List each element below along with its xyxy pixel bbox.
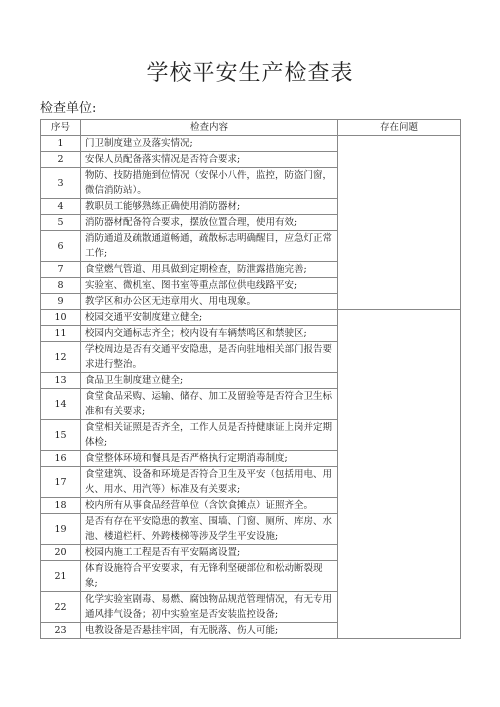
row-content: 体育设施符合平安要求，有无锋利坚硬部位和松动断裂现象; xyxy=(81,561,338,592)
row-content: 消防器材配备符合要求，摆放位置合理，使用有效; xyxy=(81,215,338,231)
row-number: 17 xyxy=(41,467,81,498)
document-title: 学校平安生产检查表 xyxy=(146,61,354,86)
row-number: 9 xyxy=(41,294,81,310)
row-number: 18 xyxy=(41,498,81,514)
row-number: 16 xyxy=(41,451,81,467)
table-row xyxy=(41,136,461,152)
table-body xyxy=(41,136,461,639)
row-content: 食堂燃气管道、用具做到定期检查，防泄露措施完善; xyxy=(81,262,338,278)
row-content: 食堂相关证照是否齐全，工作人员是否持健康证上岗并定期体检; xyxy=(81,420,338,451)
issues-cell-group-2[interactable] xyxy=(338,310,461,639)
issues-cell-group-1[interactable] xyxy=(338,136,461,310)
row-content: 是否有存在平安隐患的教室、围墙、门窗、厕所、库房、水池、楼道栏杆、外跨楼梯等涉及学生平安设施; xyxy=(81,514,338,545)
row-number: 11 xyxy=(41,326,81,342)
header-index: 序号 xyxy=(41,120,81,136)
header-issues: 存在问题 xyxy=(338,120,461,136)
table-row xyxy=(41,310,461,326)
row-number: 2 xyxy=(41,152,81,168)
row-content: 食品卫生制度建立健全; xyxy=(81,373,338,389)
row-number: 1 xyxy=(41,136,81,152)
row-number: 5 xyxy=(41,215,81,231)
row-content: 校内所有从事食品经营单位（含饮食摊点）证照齐全。 xyxy=(81,498,338,514)
row-content: 校园内施工工程是否有平安隔离设置; xyxy=(81,545,338,561)
row-content: 门卫制度建立及落实情况; xyxy=(81,136,338,152)
row-number: 4 xyxy=(41,199,81,215)
row-content: 电教设备是否悬挂牢固，有无脱落、伤人可能; xyxy=(81,623,338,639)
header-content: 检查内容 xyxy=(81,120,338,136)
row-content: 化学实验室剧毒、易燃、腐蚀物品规范管理情况，有无专用通风排气设备；初中实验室是否安装监控设备; xyxy=(81,592,338,623)
row-number: 22 xyxy=(41,592,81,623)
row-content: 教学区和办公区无违章用火、用电现象。 xyxy=(81,294,338,310)
row-content: 教职员工能够熟练正确使用消防器材; xyxy=(81,199,338,215)
table-header-row xyxy=(41,120,461,136)
row-number: 7 xyxy=(41,262,81,278)
row-number: 15 xyxy=(41,420,81,451)
row-content: 实验室、微机室、图书室等重点部位供电线路平安; xyxy=(81,278,338,294)
inspection-table xyxy=(40,119,461,639)
row-number: 23 xyxy=(41,623,81,639)
row-content: 消防通道及疏散通道畅通，疏散标志明确醒目，应急灯正常工作; xyxy=(81,231,338,262)
row-number: 21 xyxy=(41,561,81,592)
row-content: 学校周边是否有交通平安隐患，是否向驻地相关部门报告要求进行整治。 xyxy=(81,342,338,373)
row-content: 安保人员配备落实情况是否符合要求; xyxy=(81,152,338,168)
row-number: 13 xyxy=(41,373,81,389)
row-number: 20 xyxy=(41,545,81,561)
row-content: 物防、技防措施到位情况（安保小八件，监控，防盗门窗，微信消防站）。 xyxy=(81,168,338,199)
row-number: 10 xyxy=(41,310,81,326)
row-content: 校园交通平安制度建立健全; xyxy=(81,310,338,326)
row-number: 14 xyxy=(41,389,81,420)
row-content: 食堂整体环境和餐具是否严格执行定期消毒制度; xyxy=(81,451,338,467)
row-content: 食堂建筑、设备和环境是否符合卫生及平安（包括用电、用火、用水、用汽等）标准及有关要求; xyxy=(81,467,338,498)
row-number: 12 xyxy=(41,342,81,373)
inspection-unit-label: 检查单位: xyxy=(40,101,97,116)
row-number: 3 xyxy=(41,168,81,199)
row-number: 19 xyxy=(41,514,81,545)
row-content: 食堂食品采购、运输、储存、加工及留验等是否符合卫生标准和有关要求; xyxy=(81,389,338,420)
row-content: 校园内交通标志齐全；校内设有车辆禁鸣区和禁驶区; xyxy=(81,326,338,342)
row-number: 8 xyxy=(41,278,81,294)
row-number: 6 xyxy=(41,231,81,262)
